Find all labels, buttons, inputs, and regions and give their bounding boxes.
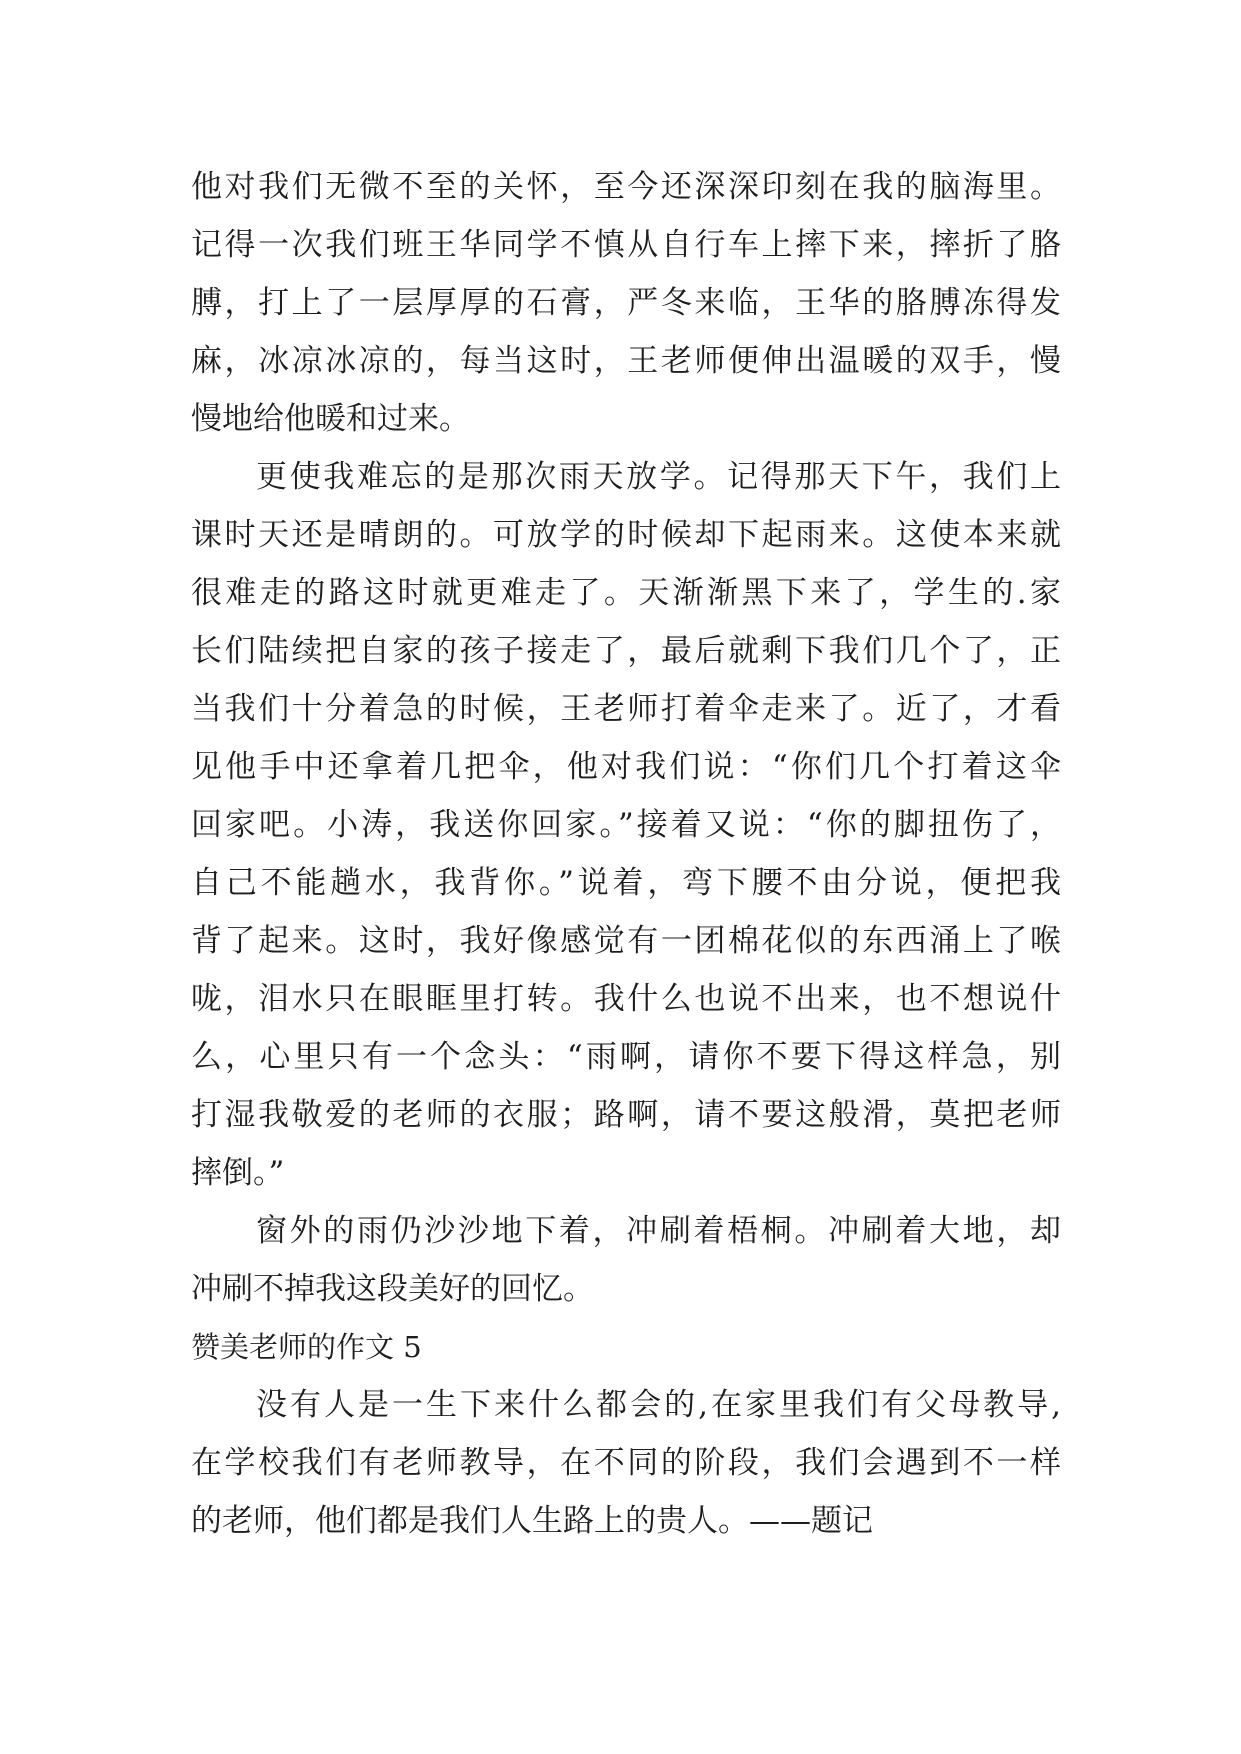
- paragraph-2-line-3: 很难走的路这时就更难走了。天渐渐黑下来了，学生的.家: [191, 575, 1061, 611]
- paragraph-2-line-12: 打湿我敬爱的老师的衣服；路啊，请不要这般滑，莫把老师: [191, 1097, 1061, 1133]
- essay-heading: 赞美老师的作文 5: [191, 1330, 422, 1364]
- paragraph-1-line-2: 记得一次我们班王华同学不慎从自行车上摔下来，摔折了胳: [191, 227, 1061, 263]
- paragraph-2-line-5: 当我们十分着急的时候，王老师打着伞走来了。近了，才看: [191, 691, 1061, 727]
- paragraph-2-line-13: 摔倒。”: [191, 1155, 285, 1191]
- paragraph-2-line-1: 更使我难忘的是那次雨天放学。记得那天下午，我们上: [256, 459, 1061, 495]
- paragraph-1-line-3: 膊，打上了一层厚厚的石膏，严冬来临，王华的胳膊冻得发: [191, 285, 1061, 321]
- paragraph-2-line-9: 背了起来。这时，我好像感觉有一团棉花似的东西涌上了喉: [191, 923, 1061, 959]
- paragraph-4-line-3: 的老师，他们都是我们人生路上的贵人。——题记: [191, 1503, 873, 1539]
- paragraph-1-line-5: 慢地给他暖和过来。: [191, 401, 470, 437]
- paragraph-1-line-4: 麻，冰凉冰凉的，每当这时，王老师便伸出温暖的双手，慢: [191, 343, 1061, 379]
- paragraph-2-line-7: 回家吧。小涛，我送你回家。”接着又说：“你的脚扭伤了，: [191, 807, 1061, 843]
- paragraph-2-line-2: 课时天还是晴朗的。可放学的时候却下起雨来。这使本来就: [191, 517, 1061, 553]
- paragraph-3-line-2: 冲刷不掉我这段美好的回忆。: [191, 1271, 594, 1307]
- paragraph-2-line-11: 么，心里只有一个念头：“雨啊，请你不要下得这样急，别: [191, 1039, 1061, 1075]
- paragraph-3-line-1: 窗外的雨仍沙沙地下着，冲刷着梧桐。冲刷着大地，却: [256, 1213, 1061, 1249]
- paragraph-2-line-6: 见他手中还拿着几把伞，他对我们说：“你们几个打着这伞: [191, 749, 1061, 785]
- paragraph-2-line-4: 长们陆续把自家的孩子接走了，最后就剩下我们几个了，正: [191, 633, 1061, 669]
- paragraph-1-line-1: 他对我们无微不至的关怀，至今还深深印刻在我的脑海里。: [191, 169, 1061, 205]
- paragraph-4-line-1: 没有人是一生下来什么都会的,在家里我们有父母教导,: [256, 1387, 1061, 1423]
- paragraph-4-line-2: 在学校我们有老师教导，在不同的阶段，我们会遇到不一样: [191, 1445, 1061, 1481]
- paragraph-2-line-10: 咙，泪水只在眼眶里打转。我什么也说不出来，也不想说什: [191, 981, 1061, 1017]
- paragraph-2-line-8: 自己不能趟水，我背你。”说着，弯下腰不由分说，便把我: [191, 865, 1061, 901]
